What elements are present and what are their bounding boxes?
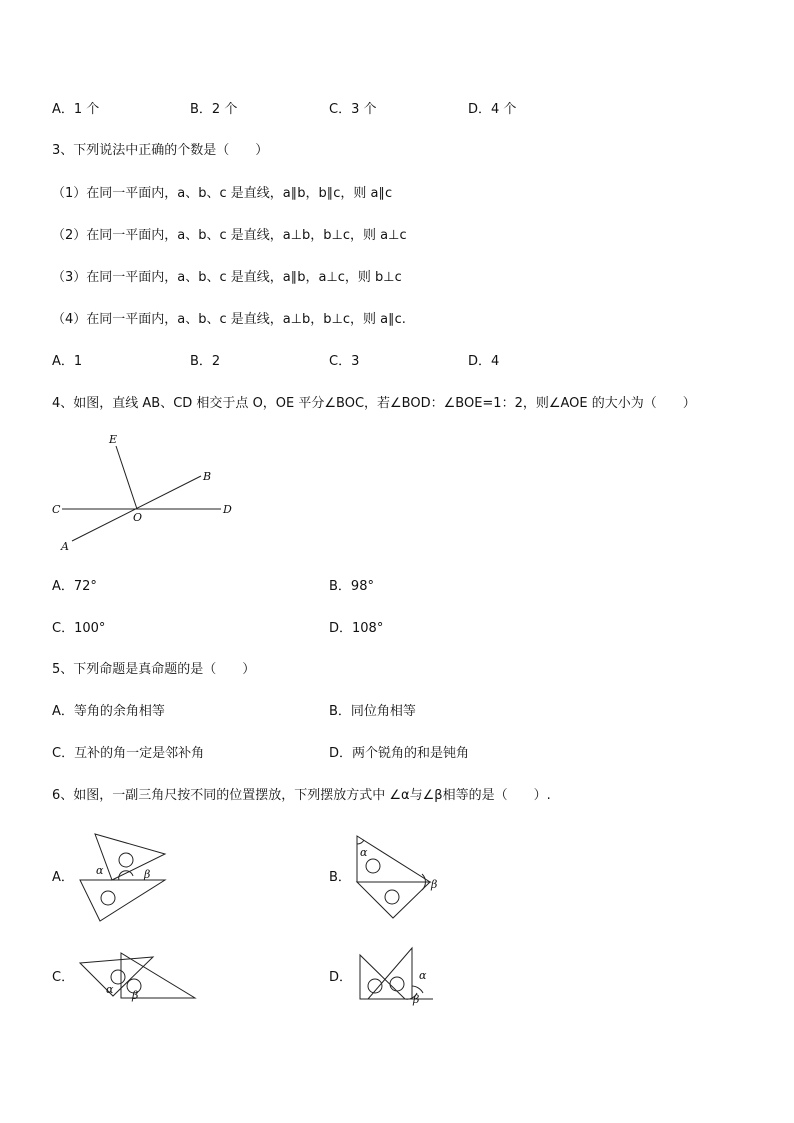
q2-option-b: B．2 个 <box>190 102 238 117</box>
q3-option-a: A．1 <box>52 354 83 369</box>
q5-option-c: C．互补的角一定是邻补角 <box>52 746 205 761</box>
q6-c-beta: β <box>132 989 139 1002</box>
q5-option-b: B．同位角相等 <box>329 704 416 719</box>
q6-c-alpha: α <box>106 983 114 996</box>
q6-d-beta: β <box>413 993 420 1006</box>
q6-d-alpha: α <box>419 969 427 982</box>
q4-option-c: C．100° <box>52 621 106 636</box>
q5-stem: 5、下列命题是真命题的是（ ） <box>52 662 256 677</box>
q3-statement-1: （1）在同一平面内，a、b、c 是直线，a∥b，b∥c，则 a∥c <box>52 186 393 201</box>
q2-option-c: C．3 个 <box>329 102 377 117</box>
q6-option-b-letter: B． <box>329 870 351 885</box>
q6-option-c-letter: C． <box>52 970 75 985</box>
q4-stem: 4、如图，直线 AB、CD 相交于点 O，OE 平分∠BOC，若∠BOD：∠BOE=1：2，则∠AOE 的大小为（ ） <box>52 396 696 411</box>
q6-a-alpha: α <box>96 864 104 877</box>
q4-label-b: B <box>203 470 212 483</box>
q4-label-a: A <box>61 540 69 553</box>
q6-option-d-letter: D． <box>329 970 353 985</box>
q6-b-beta: β <box>431 878 438 891</box>
q3-statement-2: （2）在同一平面内，a、b、c 是直线，a⊥b，b⊥c，则 a⊥c <box>52 228 407 243</box>
q4-option-d: D．108° <box>329 621 384 636</box>
q2-option-d: D．4 个 <box>468 102 517 117</box>
q3-statement-3: （3）在同一平面内，a、b、c 是直线，a∥b，a⊥c，则 b⊥c <box>52 270 402 285</box>
q4-option-b: B．98° <box>329 579 374 594</box>
q6-stem: 6、如图，一副三角尺按不同的位置摆放，下列摆放方式中 ∠α与∠β相等的是（ ）. <box>52 788 551 803</box>
q3-option-b: B．2 <box>190 354 221 369</box>
q5-option-a: A．等角的余角相等 <box>52 704 165 719</box>
q2-option-a: A．1 个 <box>52 102 100 117</box>
q4-label-e: E <box>109 433 118 446</box>
q3-stem: 3、下列说法中正确的个数是（ ） <box>52 143 269 158</box>
q5-option-d: D．两个锐角的和是钝角 <box>329 746 470 761</box>
q6-a-beta: β <box>144 868 151 881</box>
q3-statement-4: （4）在同一平面内，a、b、c 是直线，a⊥b，b⊥c，则 a∥c. <box>52 312 406 327</box>
q3-option-d: D．4 <box>468 354 500 369</box>
q6-b-alpha: α <box>360 846 368 859</box>
q4-label-o: O <box>133 511 143 524</box>
q4-label-c: C <box>52 503 61 516</box>
q6-option-a-letter: A． <box>52 870 74 885</box>
q4-label-d: D <box>223 503 232 516</box>
q4-option-a: A．72° <box>52 579 97 594</box>
q3-option-c: C．3 <box>329 354 360 369</box>
